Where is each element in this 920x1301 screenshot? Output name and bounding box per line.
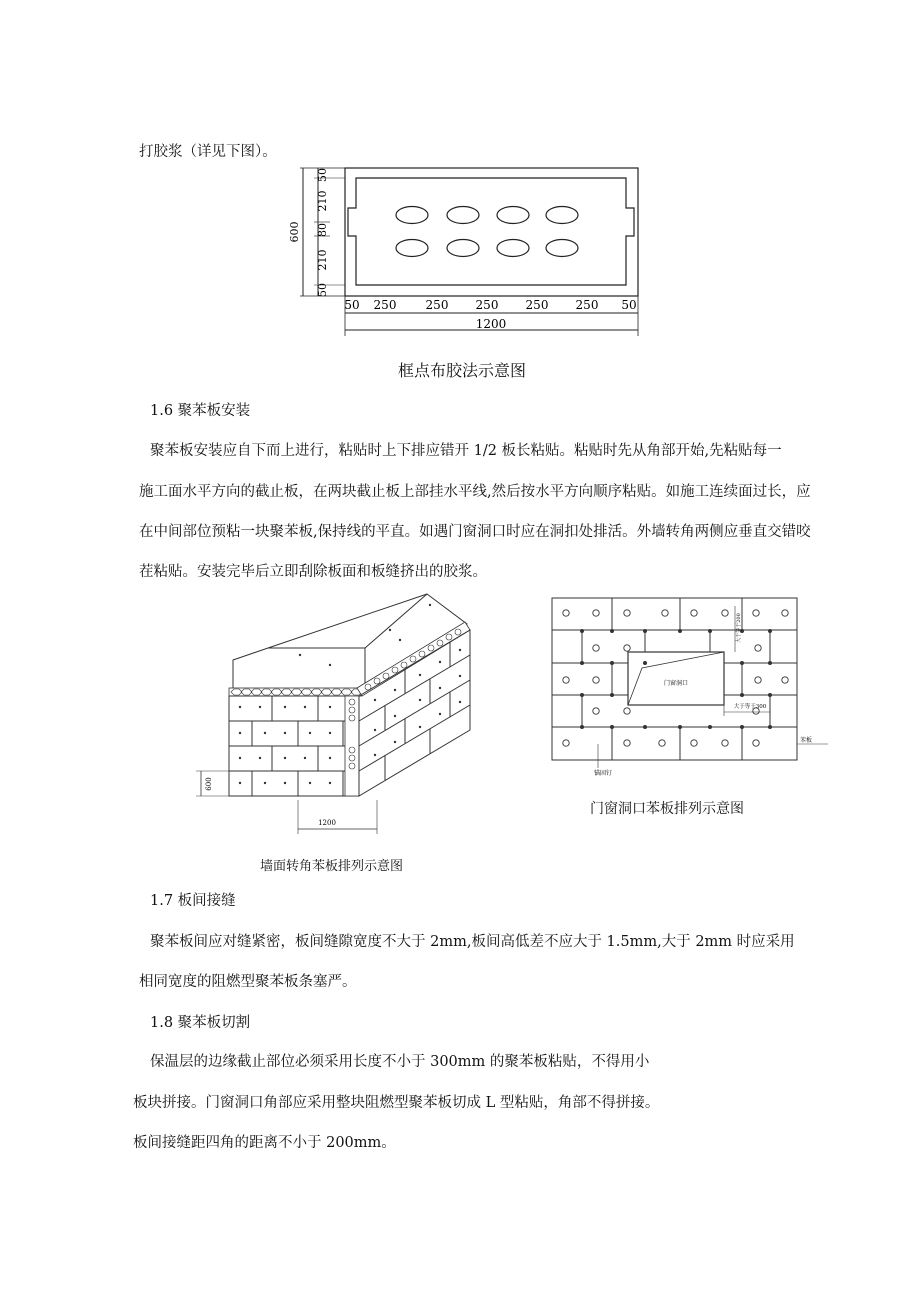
adhesive-dot — [447, 240, 479, 257]
fig1-caption: 框点布胶法示意图 — [398, 361, 527, 380]
frame-point-adhesive-diagram — [290, 160, 650, 340]
fig3-caption: 门窗洞口苯板排列示意图 — [590, 801, 744, 817]
dim-bottom-6: 50 — [621, 298, 637, 312]
board-circle — [755, 677, 761, 683]
board-circle — [593, 708, 599, 714]
s16-paragraph-line-2: 施工面水平方向的截止板，在两块截止板上部挂水平线,然后按水平方向顺序粘贴。如施工连续面过长，应 — [139, 484, 811, 500]
board-circle — [691, 610, 697, 616]
dim-bottom-1: 250 — [373, 298, 397, 312]
board-circle — [753, 610, 759, 616]
board-circle — [624, 610, 630, 616]
fig3-gap-right-label: 大于等于300 — [733, 704, 767, 710]
board-circle — [722, 610, 728, 616]
dim-bottom-3: 250 — [475, 298, 499, 312]
dim-width-total: 1200 — [475, 317, 507, 331]
board-circle — [624, 740, 630, 746]
adhesive-dot — [396, 207, 428, 224]
fig3-anchor-label: 锚固钉 — [594, 770, 613, 777]
s16-heading: 1.6 聚苯板安装 — [150, 403, 251, 419]
adhesive-dot — [497, 207, 529, 224]
dim-left-1: 210 — [316, 190, 329, 212]
s17-paragraph-line-2: 相同宽度的阻燃型聚苯板条塞严。 — [139, 974, 357, 990]
board-circle — [563, 677, 569, 683]
dim-height-total: 600 — [288, 221, 301, 243]
board-circle — [659, 740, 665, 746]
opening-board-diagram — [548, 594, 838, 794]
board-circle — [722, 740, 728, 746]
s18-heading: 1.8 聚苯板切割 — [150, 1015, 251, 1031]
fig2-dim-height: 600 — [205, 777, 213, 791]
board-circle — [662, 610, 668, 616]
dim-bottom-2: 250 — [425, 298, 449, 312]
board-circle — [563, 610, 569, 616]
s16-paragraph-line-3: 在中间部位预粘一块聚苯板,保持线的平直。如遇门窗洞口时应在洞扣处排活。外墙转角两侧应垂直交错咬 — [139, 524, 811, 540]
adhesive-dot — [546, 240, 578, 257]
board-circle — [624, 708, 630, 714]
fig3-gap-top-label: 大于等于200 — [736, 613, 742, 643]
s16-paragraph-line-4: 茬粘贴。安装完毕后立即刮除板面和板缝挤出的胶浆。 — [139, 564, 487, 580]
dim-bottom-4: 250 — [525, 298, 549, 312]
adhesive-dots — [396, 207, 578, 257]
board-circle — [624, 645, 630, 651]
fig3-opening-label: 门窗洞口 — [663, 680, 689, 687]
board-circle — [782, 610, 788, 616]
board-circle — [593, 645, 599, 651]
s18-paragraph-line-3: 板间接缝距四角的距离不小于 200mm。 — [133, 1135, 396, 1151]
adhesive-dot — [546, 207, 578, 224]
dim-left-0: 50 — [316, 168, 329, 182]
dim-left-3: 210 — [316, 249, 329, 271]
board-circle — [755, 645, 761, 651]
s16-paragraph-line-1: 聚苯板安装应自下而上进行，粘贴时上下排应错开 1/2 板长粘贴。粘贴时先从角部开始,先粘贴每一 — [150, 443, 782, 459]
dim-bottom-0: 50 — [344, 298, 360, 312]
board-circle — [593, 677, 599, 683]
s18-paragraph-line-1: 保温层的边缘截止部位必须采用长度不小于 300mm 的聚苯板粘贴，不得用小 — [150, 1054, 650, 1070]
board-circle — [593, 610, 599, 616]
board-circle — [753, 740, 759, 746]
board-circle — [691, 740, 697, 746]
s17-heading: 1.7 板间接缝 — [150, 893, 236, 909]
fig2-caption: 墙面转角苯板排列示意图 — [260, 859, 404, 874]
fig3-board-label: 苯板 — [800, 737, 813, 744]
intro-text: 打胶浆（详见下图）。 — [139, 144, 277, 160]
dim-left-2: 80 — [316, 223, 329, 237]
adhesive-dot — [396, 240, 428, 257]
dim-bottom-5: 250 — [575, 298, 599, 312]
s17-paragraph-line-1: 聚苯板间应对缝紧密，板间缝隙宽度不大于 2mm,板间高低差不应大于 1.5mm,大于 2mm 时应采用 — [150, 934, 795, 950]
dim-left-4: 50 — [316, 283, 329, 297]
adhesive-dot — [497, 240, 529, 257]
adhesive-dot — [447, 207, 479, 224]
s18-paragraph-line-2: 板块拼接。门窗洞口角部应采用整块阻燃型聚苯板切成 L 型粘贴，角部不得拼接。 — [133, 1095, 660, 1111]
board-circle — [782, 677, 788, 683]
board-circle — [563, 740, 569, 746]
wall-corner-board-diagram — [190, 590, 480, 840]
fig2-dim-width: 1200 — [318, 819, 336, 827]
